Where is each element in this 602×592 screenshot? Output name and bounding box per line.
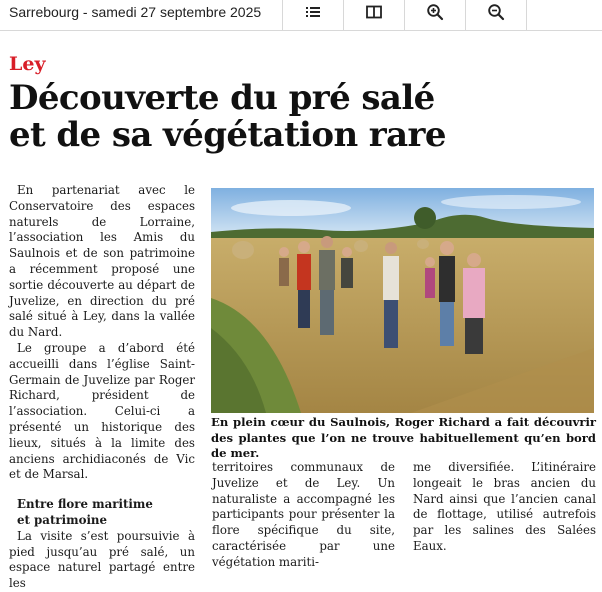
toc-button[interactable] [283, 0, 344, 30]
paragraph: me diversifiée. L’itinéraire longeait le bras ancien du Nard ainsi que l’ancien canal de flottage, utilisé autrefois par les salines des Salées Eaux. [413, 460, 596, 553]
list-icon [304, 3, 322, 21]
headline-line-2: et de sa végétation rare [9, 115, 446, 155]
top-toolbar [0, 0, 602, 31]
paragraph: territoires communaux de Juvelize et de Ley. Un naturaliste a accompagné les participants pour présenter la flore spécifique du site, caractérisée par une végétation mariti- [212, 460, 395, 569]
zoom-out-icon [487, 3, 505, 21]
edition-label: Sarrebourg - samedi 27 septembre 2025 [0, 0, 283, 30]
book-open-icon [365, 3, 383, 21]
subheading [9, 497, 195, 529]
article-column-3 [413, 460, 596, 555]
subheading-line-2: et patrimoine [17, 512, 108, 527]
article-headline [9, 80, 599, 154]
article-kicker: Ley [9, 53, 46, 75]
zoom-in-button[interactable] [405, 0, 466, 30]
paragraph: Le groupe a d’abord été accueilli dans l’église Saint-Germain de Juvelize par Roger Richard, président de l’association. Celui-ci a présenté un historique des lieux, situés à la limite des anciens archidiaconés de Vic et de Marsal. [9, 340, 195, 482]
zoom-in-icon [426, 3, 444, 21]
paragraph: En partenariat avec le Conservatoire des espaces naturels de Lorraine, l’association les Amis du Saulnois et de son patrimoine a récemment proposé une sortie découverte au départ de Juvelize, en direction du pré salé situé à Ley, dans la vallée du Nard. [9, 183, 195, 340]
photo-caption: En plein cœur du Saulnois, Roger Richard a fait découvrir des plantes que l’on ne trouve habituellement qu’en bord de mer. [211, 415, 596, 460]
zoom-out-button[interactable] [466, 0, 527, 30]
article-photo [211, 188, 594, 413]
paragraph: La visite s’est poursuivie à pied jusqu’au pré salé, un espace naturel partagé entre les [9, 528, 195, 591]
subheading-line-1: Entre flore maritime [17, 497, 153, 512]
article-column-2 [212, 460, 395, 571]
article-column-1 [9, 183, 195, 592]
page-view-button[interactable] [344, 0, 405, 30]
headline-line-1: Découverte du pré salé [9, 78, 435, 118]
